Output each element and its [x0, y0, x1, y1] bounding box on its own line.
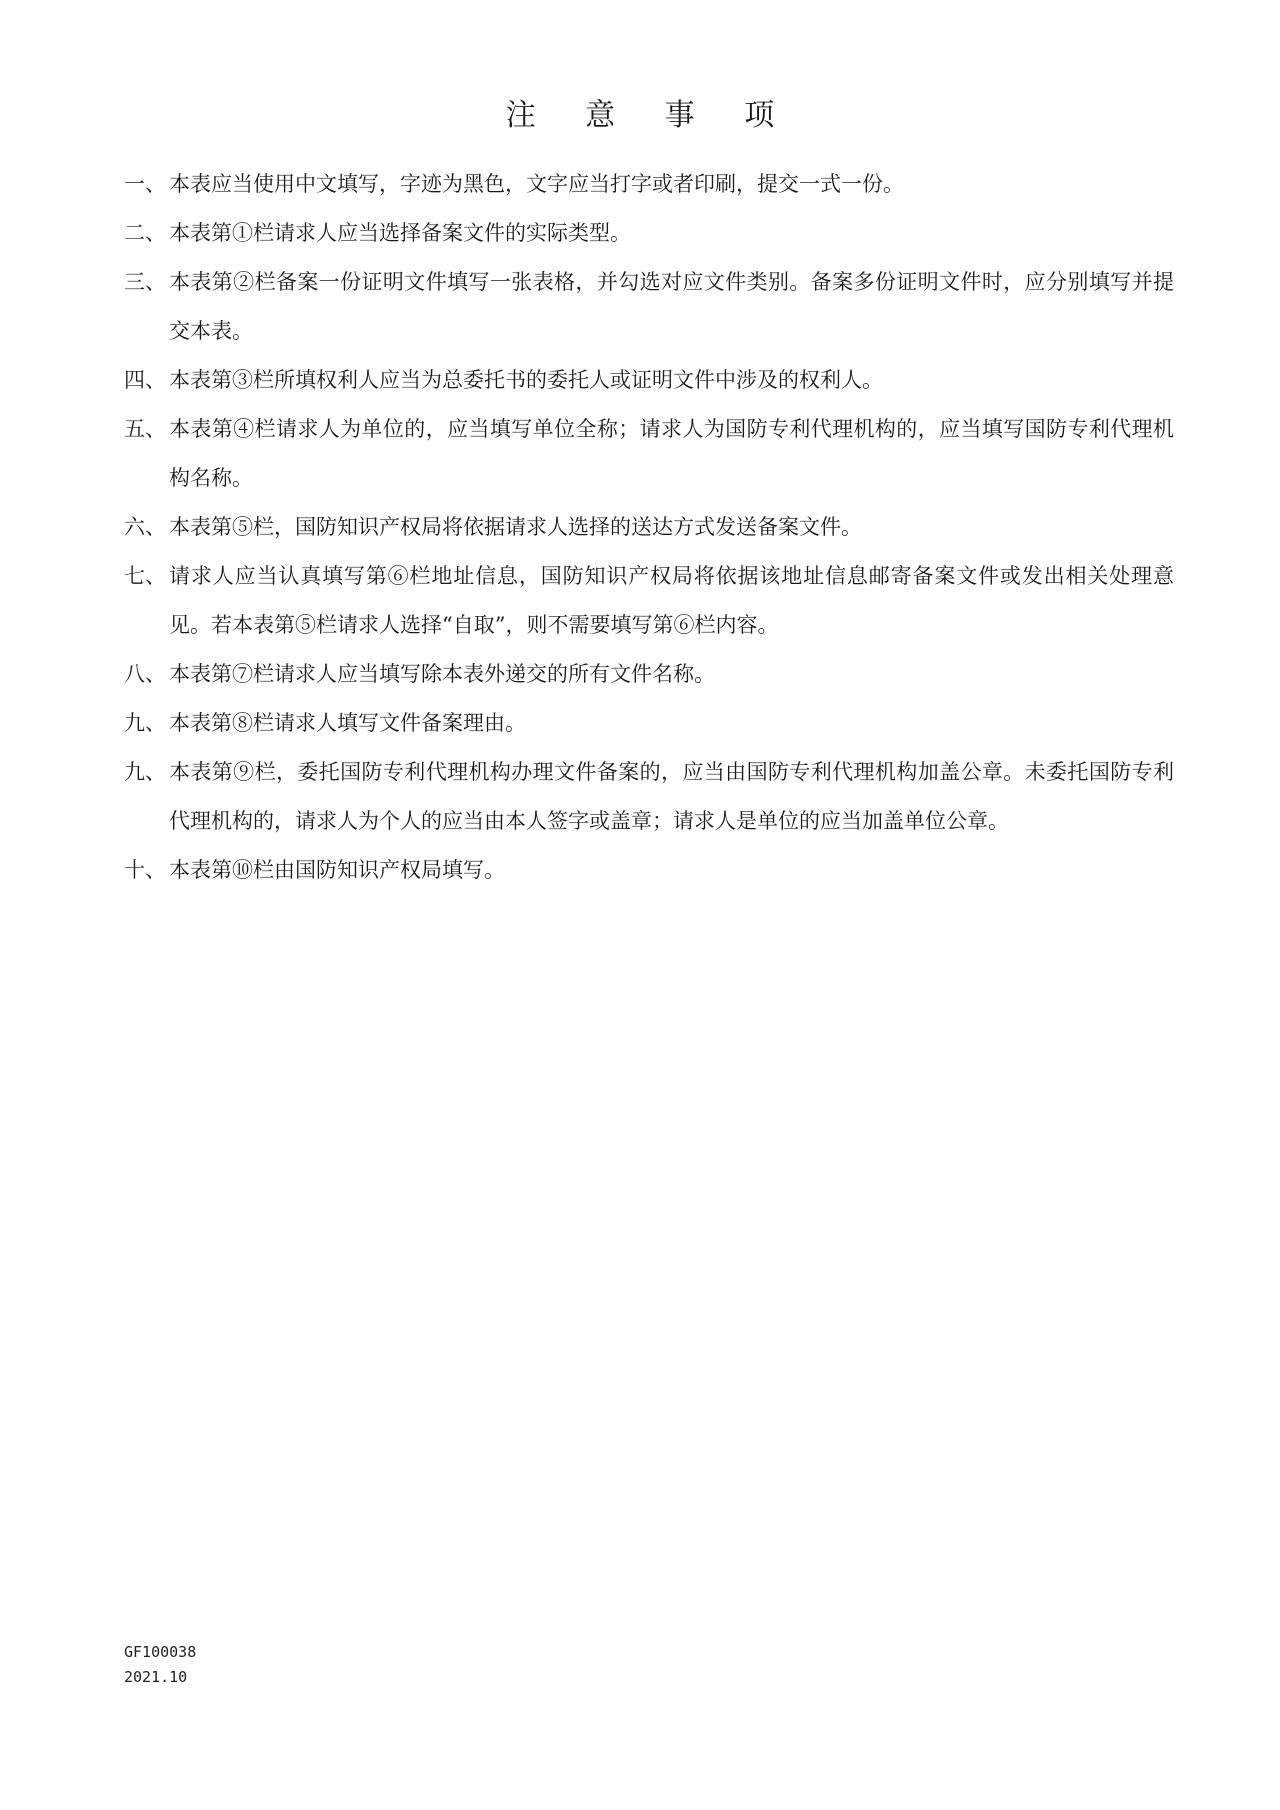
note-number: 九、	[124, 711, 166, 735]
note-text: 本表第⑨栏，委托国防专利代理机构办理文件备案的，应当由国防专利代理机构加盖公章。未委托国防专利代理机构的，请求人为个人的应当由本人签字或盖章；请求人是单位的应当加盖单位公章。	[169, 760, 1174, 833]
note-number: 一、	[124, 172, 166, 196]
form-code: GF100038	[124, 1643, 197, 1661]
note-text: 本表第②栏备案一份证明文件填写一张表格，并勾选对应文件类别。备案多份证明文件时，应分别填写并提交本表。	[169, 270, 1174, 343]
note-number: 六、	[124, 515, 166, 539]
note-text: 本表第④栏请求人为单位的，应当填写单位全称；请求人为国防专利代理机构的，应当填写国防专利代理机构名称。	[169, 417, 1174, 490]
note-text: 本表第⑧栏请求人填写文件备案理由。	[169, 711, 526, 735]
note-item	[124, 356, 1174, 405]
note-item	[124, 846, 1174, 895]
note-text: 本表第③栏所填权利人应当为总委托书的委托人或证明文件中涉及的权利人。	[169, 368, 883, 392]
page-title: 注 意 事 项	[505, 98, 795, 133]
notes-list	[124, 160, 1174, 895]
note-text: 本表第①栏请求人应当选择备案文件的实际类型。	[169, 221, 631, 245]
note-text: 本表第⑦栏请求人应当填写除本表外递交的所有文件名称。	[169, 662, 715, 686]
note-text: 本表第⑩栏由国防知识产权局填写。	[169, 858, 505, 882]
note-number: 五、	[124, 417, 166, 441]
note-item	[124, 552, 1174, 650]
note-number: 四、	[124, 368, 166, 392]
note-text: 请求人应当认真填写第⑥栏地址信息，国防知识产权局将依据该地址信息邮寄备案文件或发出相关处理意见。若本表第⑤栏请求人选择“自取”，则不需要填写第⑥栏内容。	[169, 564, 1174, 637]
note-number: 七、	[124, 564, 166, 588]
note-item	[124, 503, 1174, 552]
form-date: 2021.10	[124, 1668, 188, 1686]
note-text: 本表第⑤栏，国防知识产权局将依据请求人选择的送达方式发送备案文件。	[169, 515, 862, 539]
note-item	[124, 160, 1174, 209]
note-number: 三、	[124, 270, 166, 294]
note-item	[124, 405, 1174, 503]
note-number: 二、	[124, 221, 166, 245]
note-item	[124, 209, 1174, 258]
note-number: 九、	[124, 760, 166, 784]
note-item	[124, 699, 1174, 748]
note-number: 八、	[124, 662, 166, 686]
note-item	[124, 650, 1174, 699]
note-item	[124, 258, 1174, 356]
note-number: 十、	[124, 858, 166, 882]
note-item	[124, 748, 1174, 846]
form-footer	[124, 1640, 196, 1690]
note-text: 本表应当使用中文填写，字迹为黑色，文字应当打字或者印刷，提交一式一份。	[169, 172, 904, 196]
